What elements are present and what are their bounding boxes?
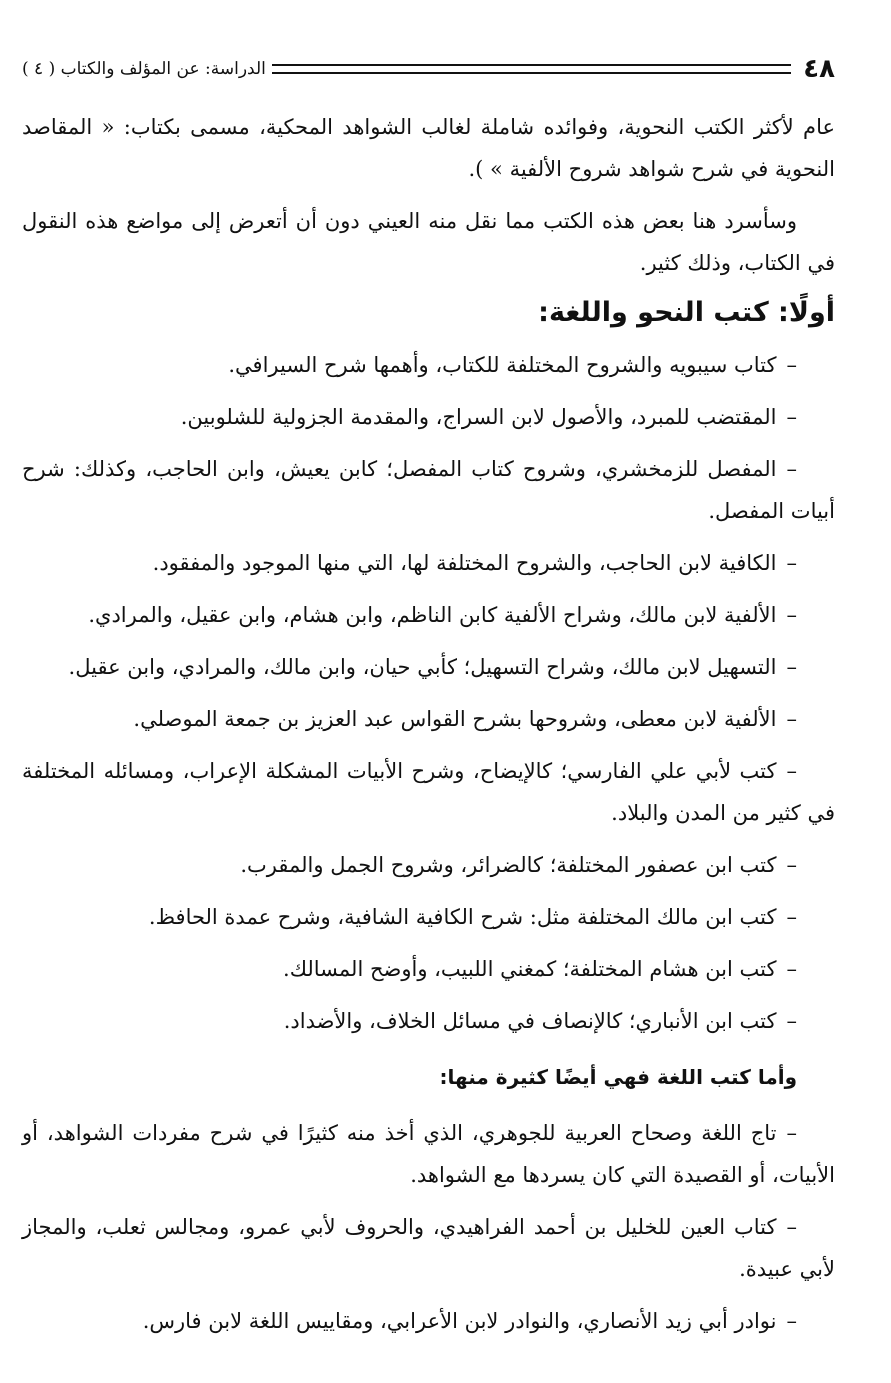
list-dash: – xyxy=(786,853,797,877)
list-item xyxy=(22,1300,835,1342)
list-item xyxy=(22,396,835,438)
list-dash: – xyxy=(786,405,797,429)
list-item xyxy=(22,344,835,386)
list-item xyxy=(22,1000,835,1042)
list-item xyxy=(22,844,835,886)
list-item-text: الألفية لابن معطى، وشروحها بشرح القواس عبد العزيز بن جمعة الموصلي. xyxy=(133,707,777,731)
page-header xyxy=(22,44,835,94)
list-item-text: كتب ابن مالك المختلفة مثل: شرح الكافية الشافية، وشرح عمدة الحافظ. xyxy=(148,905,777,929)
running-title: الدراسة: عن المؤلف والكتاب ( ٤ ) xyxy=(22,59,266,79)
list-item-text: المفصل للزمخشري، وشروح كتاب المفصل؛ كابن يعيش، وابن الحاجب، وكذلك: شرح أبيات المفصل. xyxy=(22,457,835,523)
list-dash: – xyxy=(786,905,797,929)
list-dash: – xyxy=(786,655,797,679)
list-item xyxy=(22,646,835,688)
list-dash: – xyxy=(786,603,797,627)
list-item xyxy=(22,698,835,740)
page-number: ٤٨ xyxy=(803,54,835,84)
list-item-text: الكافية لابن الحاجب، والشروح المختلفة لها، التي منها الموجود والمفقود. xyxy=(152,551,777,575)
list-dash: – xyxy=(786,1309,797,1333)
list-item-text: نوادر أبي زيد الأنصاري، والنوادر لابن الأعرابي، ومقاييس اللغة لابن فارس. xyxy=(142,1309,777,1333)
list-item xyxy=(22,1112,835,1196)
list-item-text: الألفية لابن مالك، وشراح الألفية كابن الناظم، وابن هشام، وابن عقيل، والمرادي. xyxy=(88,603,777,627)
paragraph: وسأسرد هنا بعض هذه الكتب مما نقل منه العيني دون أن أتعرض إلى مواضع هذه النقول في الكتاب، وذلك كثير. xyxy=(22,209,835,275)
list-item-text: كتب لأبي علي الفارسي؛ كالإيضاح، وشرح الأبيات المشكلة الإعراب، ومسائله المختلفة في كثير من المدن والبلاد. xyxy=(22,759,835,825)
list-dash: – xyxy=(786,759,797,783)
list-item-text: كتاب سيبويه والشروح المختلفة للكتاب، وأهمها شرح السيرافي. xyxy=(228,353,777,377)
list-item-text: كتب ابن هشام المختلفة؛ كمغني اللبيب، وأوضح المسالك. xyxy=(283,957,777,981)
list-dash: – xyxy=(786,957,797,981)
list-item xyxy=(22,448,835,532)
language-books-heading: وأما كتب اللغة فهي أيضًا كثيرة منها: xyxy=(439,1065,797,1089)
list-item xyxy=(22,542,835,584)
list-dash: – xyxy=(786,707,797,731)
list-dash: – xyxy=(786,1215,797,1239)
list-dash: – xyxy=(786,551,797,575)
page-body xyxy=(22,106,835,1342)
list-item xyxy=(22,948,835,990)
list-dash: – xyxy=(786,1121,797,1145)
list-dash: – xyxy=(786,1009,797,1033)
list-item-text: التسهيل لابن مالك، وشراح التسهيل؛ كأبي حيان، وابن مالك، والمرادي، وابن عقيل. xyxy=(68,655,777,679)
list-item xyxy=(22,896,835,938)
list-item xyxy=(22,750,835,834)
list-item-text: كتاب العين للخليل بن أحمد الفراهيدي، والحروف لأبي عمرو، ومجالس ثعلب، والمجاز لأبي عبيدة. xyxy=(22,1215,835,1281)
intro-paragraph: عام لأكثر الكتب النحوية، وفوائده شاملة لغالب الشواهد المحكية، مسمى بكتاب: « المقاصد النحوية في شرح شواهد شروح الألفية » ). xyxy=(22,115,835,181)
list-dash: – xyxy=(786,457,797,481)
list-item xyxy=(22,1206,835,1290)
list-item-text: كتب ابن الأنباري؛ كالإنصاف في مسائل الخلاف، والأضداد. xyxy=(283,1009,777,1033)
grammar-books-list xyxy=(22,344,835,1042)
language-books-list xyxy=(22,1112,835,1342)
list-item-text: تاج اللغة وصحاح العربية للجوهري، الذي أخذ منه كثيرًا في شرح مفردات الشواهد، أو الأبيات، أو القصيدة التي كان يسردها مع الشواهد. xyxy=(22,1121,835,1187)
list-dash: – xyxy=(786,353,797,377)
list-item-text: كتب ابن عصفور المختلفة؛ كالضرائر، وشروح الجمل والمقرب. xyxy=(240,853,777,877)
header-rule xyxy=(272,64,791,74)
section-heading: أولًا: كتب النحو واللغة: xyxy=(538,297,835,328)
list-item xyxy=(22,594,835,636)
list-item-text: المقتضب للمبرد، والأصول لابن السراج، والمقدمة الجزولية للشلوبين. xyxy=(180,405,777,429)
